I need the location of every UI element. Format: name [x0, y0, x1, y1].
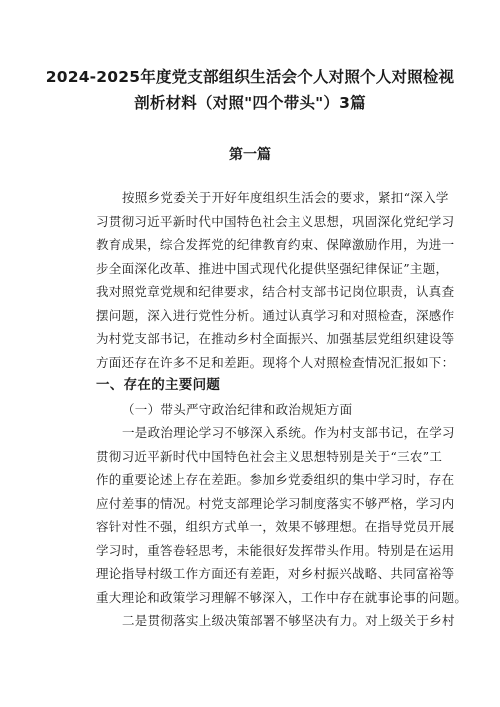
intro-line: 方面还存在许多不足和差距。现将个人对照检查情况汇报如下：	[96, 354, 455, 370]
document-body	[96, 186, 468, 633]
paragraph-line: 应付差事的情况。村党支部理论学习制度落实不够严格，学习内	[96, 495, 455, 511]
paragraph-line: 容针对性不强，组织方式单一，效果不够理想。在指导党员开展	[96, 519, 455, 534]
paragraph-line: 贯彻习近平新时代中国特色社会主义思想特别是关于“三农”工	[96, 448, 443, 464]
document-title-line-2: 剖析材料（对照"四个带头"）3篇	[134, 94, 366, 112]
intro-line: 按照乡党委关于开好年度组织生活会的要求，紧扣“深入学	[122, 190, 449, 205]
paragraph-line: 理论指导村级工作方面还有差距，对乡村振兴战略、共同富裕等	[96, 566, 455, 581]
document-title-line-1: 2024-2025年度党支部组织生活会个人对照个人对照检视	[45, 68, 455, 86]
section-heading: 一、存在的主要问题	[96, 377, 221, 393]
intro-line: 习贯彻习近平新时代中国特色社会主义思想，巩固深化党纪学习	[96, 213, 455, 229]
intro-line: 摆问题，深入进行党性分析。通过认真学习和对照检查，深感作	[96, 307, 455, 323]
paragraph-line: 重大理论和政策学习理解不够深入，工作中存在就事论事的问题。	[96, 589, 468, 605]
paragraph-line: 二是贯彻落实上级决策部署不够坚决有力。对上级关于乡村	[122, 613, 455, 628]
paragraph-line: 一是政治理论学习不够深入系统。作为村支部书记，在学习	[122, 425, 455, 440]
paragraph-line: 学习时，重答卷轻思考，未能很好发挥带头作用。特别是在运用	[96, 542, 455, 558]
paragraph-line: 作的重要论述上存在差距。参加乡党委组织的集中学习时，存在	[96, 472, 455, 487]
subsection-heading: （一）带头严守政治纪律和政治规矩方面	[122, 401, 353, 417]
intro-line: 步全面深化改革、推进中国式现代化提供坚强纪律保证”主题，	[96, 260, 449, 276]
intro-line: 我对照党章党规和纪律要求，结合村支部书记岗位职责，认真查	[96, 284, 455, 299]
intro-line: 为村党支部书记，在推动乡村全面振兴、加强基层党组织建设等	[96, 331, 455, 346]
part-heading: 第一篇	[229, 147, 271, 163]
intro-line: 教育成果，综合发挥党的纪律教育约束、保障激励作用，为进一	[96, 237, 455, 252]
